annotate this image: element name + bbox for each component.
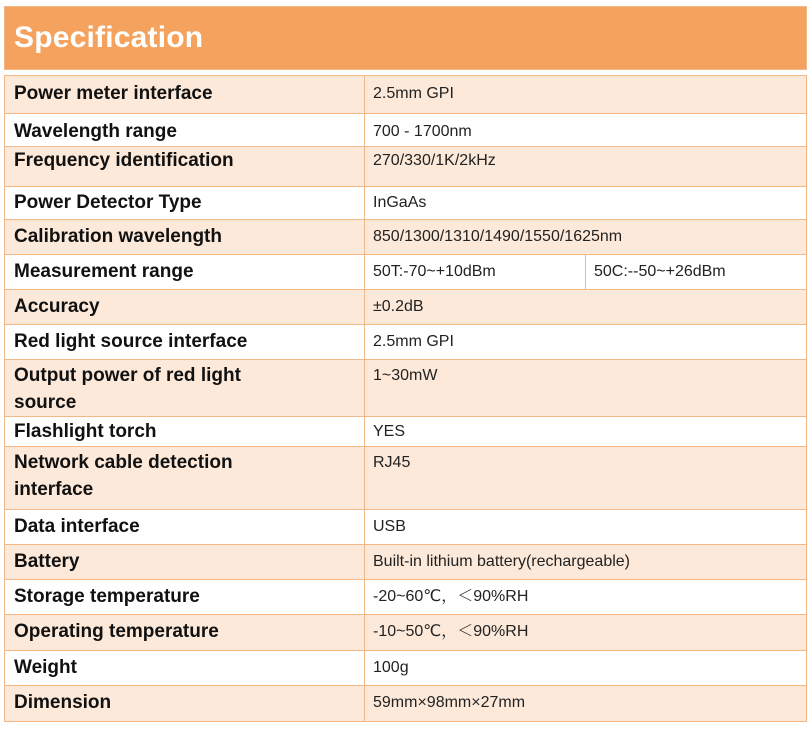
table-row (5, 651, 807, 686)
row-value: ±0.2dB (365, 290, 807, 325)
spec-sheet (4, 6, 807, 722)
spec-header (4, 6, 807, 70)
table-row (5, 290, 807, 325)
row-label: Measurement range (5, 255, 365, 290)
row-value: InGaAs (365, 187, 807, 220)
row-label: Weight (5, 651, 365, 686)
row-value: YES (365, 417, 807, 447)
row-label: Operating temperature (5, 615, 365, 651)
row-label: Battery (5, 545, 365, 580)
row-value-secondary: 50C:--50~+26dBm (586, 255, 807, 290)
table-row (5, 187, 807, 220)
table-row (5, 76, 807, 114)
table-row (5, 325, 807, 360)
row-label: Data interface (5, 510, 365, 545)
row-label: Calibration wavelength (5, 220, 365, 255)
table-row (5, 255, 807, 290)
row-label: Storage temperature (5, 580, 365, 615)
row-value: USB (365, 510, 807, 545)
table-row (5, 360, 807, 417)
row-value: 2.5mm GPI (365, 325, 807, 360)
table-row (5, 580, 807, 615)
row-value: 2.5mm GPI (365, 76, 807, 114)
row-value: 850/1300/1310/1490/1550/1625nm (365, 220, 807, 255)
row-label: Power meter interface (5, 76, 365, 114)
table-row (5, 220, 807, 255)
row-label: Wavelength range (5, 114, 365, 147)
table-row (5, 147, 807, 187)
row-value: -10~50℃，＜90%RH (365, 615, 807, 651)
row-value: 1~30mW (365, 360, 807, 417)
row-label: Red light source interface (5, 325, 365, 360)
row-value: 59mm×98mm×27mm (365, 686, 807, 722)
row-value: 270/330/1K/2kHz (365, 147, 807, 187)
table-row (5, 417, 807, 447)
row-value: 700 - 1700nm (365, 114, 807, 147)
row-label: Output power of red light source (5, 360, 365, 417)
spec-table (4, 75, 807, 722)
row-value: RJ45 (365, 447, 807, 510)
row-value: 100g (365, 651, 807, 686)
row-label: Dimension (5, 686, 365, 722)
row-value: Built-in lithium battery(rechargeable) (365, 545, 807, 580)
row-label: Network cable detection interface (5, 447, 365, 510)
table-row (5, 510, 807, 545)
table-row (5, 615, 807, 651)
row-label: Frequency identification (5, 147, 365, 187)
table-row (5, 686, 807, 722)
row-value: -20~60℃，＜90%RH (365, 580, 807, 615)
table-row (5, 447, 807, 510)
table-row (5, 545, 807, 580)
row-label: Flashlight torch (5, 417, 365, 447)
row-label: Accuracy (5, 290, 365, 325)
table-row (5, 114, 807, 147)
spec-title: Specification (14, 21, 204, 54)
row-value: 50T:-70~+10dBm (365, 255, 586, 290)
row-label: Power Detector Type (5, 187, 365, 220)
